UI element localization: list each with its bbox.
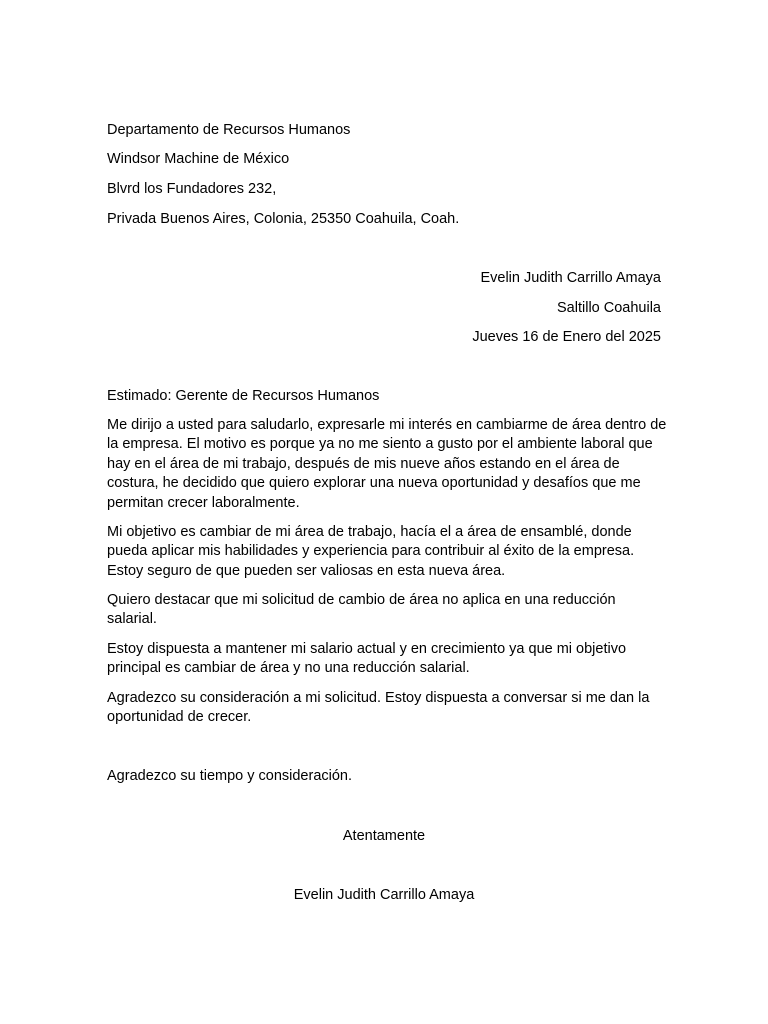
letter-date: Jueves 16 de Enero del 2025 xyxy=(472,329,661,345)
recipient-department: Departamento de Recursos Humanos xyxy=(107,122,351,138)
recipient-area: Privada Buenos Aires, Colonia, 25350 Coahuila, Coah. xyxy=(107,211,460,227)
recipient-street: Blvrd los Fundadores 232, xyxy=(107,181,277,197)
signature-name: Evelin Judith Carrillo Amaya xyxy=(293,887,475,903)
thanks-line: Agradezco su tiempo y consideración. xyxy=(107,768,353,784)
greeting: Estimado: Gerente de Recursos Humanos xyxy=(107,388,380,404)
valediction: Atentamente xyxy=(342,828,426,844)
body-paragraph-5: Agradezco su consideración a mi solicitud. Estoy dispuesta a conversar si me dan la oportunidad de crecer. xyxy=(107,690,650,726)
body-paragraph-4: Estoy dispuesta a mantener mi salario actual y en crecimiento ya que mi objetivo principal es cambiar de área y no una reducción salarial. xyxy=(107,641,627,677)
sender-city: Saltillo Coahuila xyxy=(557,300,661,316)
sender-name: Evelin Judith Carrillo Amaya xyxy=(480,270,661,286)
body-paragraph-2: Mi objetivo es cambiar de mi área de trabajo, hacía el a área de ensamblé, donde pueda aplicar mis habilidades y experiencia para contribuir al éxito de la empresa. Estoy seguro de que pueden ser valiosas en esta nueva área. xyxy=(107,524,635,579)
body-paragraph-3: Quiero destacar que mi solicitud de cambio de área no aplica en una reducción salarial. xyxy=(107,592,616,628)
recipient-company: Windsor Machine de México xyxy=(107,151,290,167)
body-paragraph-1: Me dirijo a usted para saludarlo, expresarle mi interés en cambiarme de área dentro de la empresa. El motivo es porque ya no me siento a gusto por el ambiente laboral que hay en el área de mi trabajo, después de mis nueve años estando en el área de costura, he decidido que quiero explorar una nueva oportunidad y desafíos que me permitan crecer laboralmente. xyxy=(107,417,667,511)
